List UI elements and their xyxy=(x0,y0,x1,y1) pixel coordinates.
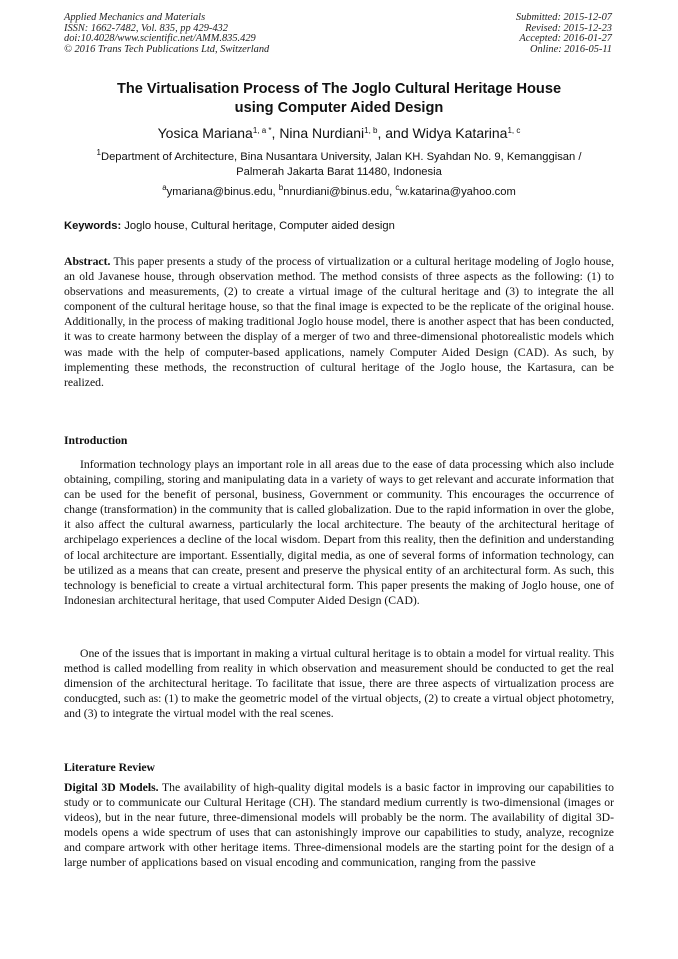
keywords xyxy=(64,219,614,234)
affiliation-superscript: 1 xyxy=(96,148,101,157)
author-name: Nina Nurdiani xyxy=(279,125,365,141)
email-superscript: a xyxy=(162,183,167,192)
abstract-label: Abstract. xyxy=(64,255,111,268)
author-separator: , xyxy=(271,125,280,141)
author-emails xyxy=(40,185,638,200)
section-heading-literature-review: Literature Review xyxy=(64,761,155,774)
affiliation-line: Department of Architecture, Bina Nusantara University, Jalan KH. Syahdan No. 9, Kemanggisan / xyxy=(100,151,582,163)
date-online: Online: 2016-05-11 xyxy=(529,43,612,55)
author-superscript: 1, a * xyxy=(252,126,272,135)
publication-dates xyxy=(516,13,612,55)
introduction-paragraph xyxy=(64,457,614,608)
journal-copyright: © 2016 Trans Tech Publications Ltd, Switzerland xyxy=(64,43,270,55)
email-superscript: b xyxy=(278,183,284,192)
journal-info xyxy=(64,13,269,55)
affiliation-line: Palmerah Jakarta Barat 11480, Indonesia xyxy=(236,165,442,178)
author-separator: , and xyxy=(377,125,413,141)
email-link[interactable]: w.katarina@yahoo.com xyxy=(399,186,516,198)
author-superscript: 1, b xyxy=(364,126,378,135)
section-heading-introduction: Introduction xyxy=(64,434,128,447)
introduction-paragraph xyxy=(64,646,614,721)
journal-issn: ISSN: 1662-7482, Vol. 835, pp 429-432 xyxy=(64,22,228,34)
date-submitted: Submitted: 2015-12-07 xyxy=(515,12,612,23)
paragraph-text: The availability of high-quality digital models is a basic factor in improving our capabilities to study or to communicate our Cultural Heritage (CH). The standard medium currently is two-dimensional (images or videos), but in the near future, three-dimensional models will probably be the norm. The availability of digital 3D-models opens a wide spectrum of uses that can astonishingly improve our capabilities to study, analyze, recognize and compare artwork with other heritage items. Three-dimensional models are the starting point for the design of a large number of applications based on visual encoding and communication, ranging from the passive xyxy=(64,781,615,870)
keywords-text: Joglo house, Cultural heritage, Computer aided design xyxy=(121,220,395,232)
author-superscript: 1, c xyxy=(507,126,521,135)
paper-title xyxy=(40,80,638,118)
journal-doi: doi:10.4028/www.scientific.net/AMM.835.429 xyxy=(64,33,256,45)
email-link[interactable]: nnurdiani@binus.edu, xyxy=(283,186,396,198)
author-list xyxy=(40,124,638,142)
author-name: Yosica Mariana xyxy=(157,125,253,141)
abstract xyxy=(64,254,614,390)
literature-paragraph xyxy=(64,780,614,871)
date-revised: Revised: 2015-12-23 xyxy=(525,22,612,34)
title-line: The Virtualisation Process of The Joglo Cultural Heritage House xyxy=(116,81,562,97)
subsection-label: Digital 3D Models. xyxy=(64,781,159,794)
affiliation xyxy=(58,150,620,179)
journal-name: Applied Mechanics and Materials xyxy=(64,12,206,23)
paragraph-text: Information technology plays an important role in all areas due to the ease of data processing which also include obtaining, compiling, storing and manipulating data in a variety of ways to get relevant and accurate information that can be used for the benefit of personal, business, Government or community. This encourages the occurrence of change (transformation) in the community that is called globalization. Due to the rapid information in over the globe, it also affect the cultural awarness, particularly the local architecture. The beauty of the architectural heritage of archipelago experiences a decline of the local wisdom. Depart from this reality, then the definition and understanding of local architecture are important. Essentially, digital media, as one of several forms of information technology, can be utilized as a means that can create, present and preserve the physical entity of an architectural form. As such, this technology is beneficial to create a virtual architectural form. This paper presents the making of Joglo house, one of Indonesian architectural heritage, that used Computer Aided Design (CAD). xyxy=(64,458,614,607)
abstract-text: This paper presents a study of the process of virtualization or a cultural heritage modeling of Joglo house, an old Javanese house, through observation method. The method consists of three aspects as the following: (1) to observations and measurements, (2) to create a virtual image of the cultural heritage and (3) to integrate the all component of the cultural heritage house, so that the final image is expected to be the replicate of the original house. Additionally, in the process of making traditional Joglo house model, there is another aspect that has been conducted, it was to create harmony between the display of a merger of two and three-dimensional photorealistic models which was made with the help of computer-based applications, namely Computer Aided Design (CAD). As such, by implementing these methods, the reconstruction of cultural heritage of the Joglo house, the Kartasura, can be realized. xyxy=(64,255,614,389)
keywords-label: Keywords: xyxy=(64,220,122,232)
author-name: Widya Katarina xyxy=(412,125,508,141)
title-line: using Computer Aided Design xyxy=(234,100,444,116)
date-accepted: Accepted: 2016-01-27 xyxy=(519,33,612,45)
email-link[interactable]: ymariana@binus.edu, xyxy=(166,186,276,198)
email-superscript: c xyxy=(395,183,400,192)
paragraph-text: One of the issues that is important in making a virtual cultural heritage is to obtain a model for virtual reality. This method is called modelling from reality in which observation and measurement should be conducted to get the real dimension of the architectural heritage. To facilitate that issue, there are three aspects of virtualization process are conducgted, such as: (1) to make the geometric model of the virtual objects, (2) to create a virtual object photometry, and (3) to integrate the virtual model with the real scenes. xyxy=(64,647,614,721)
